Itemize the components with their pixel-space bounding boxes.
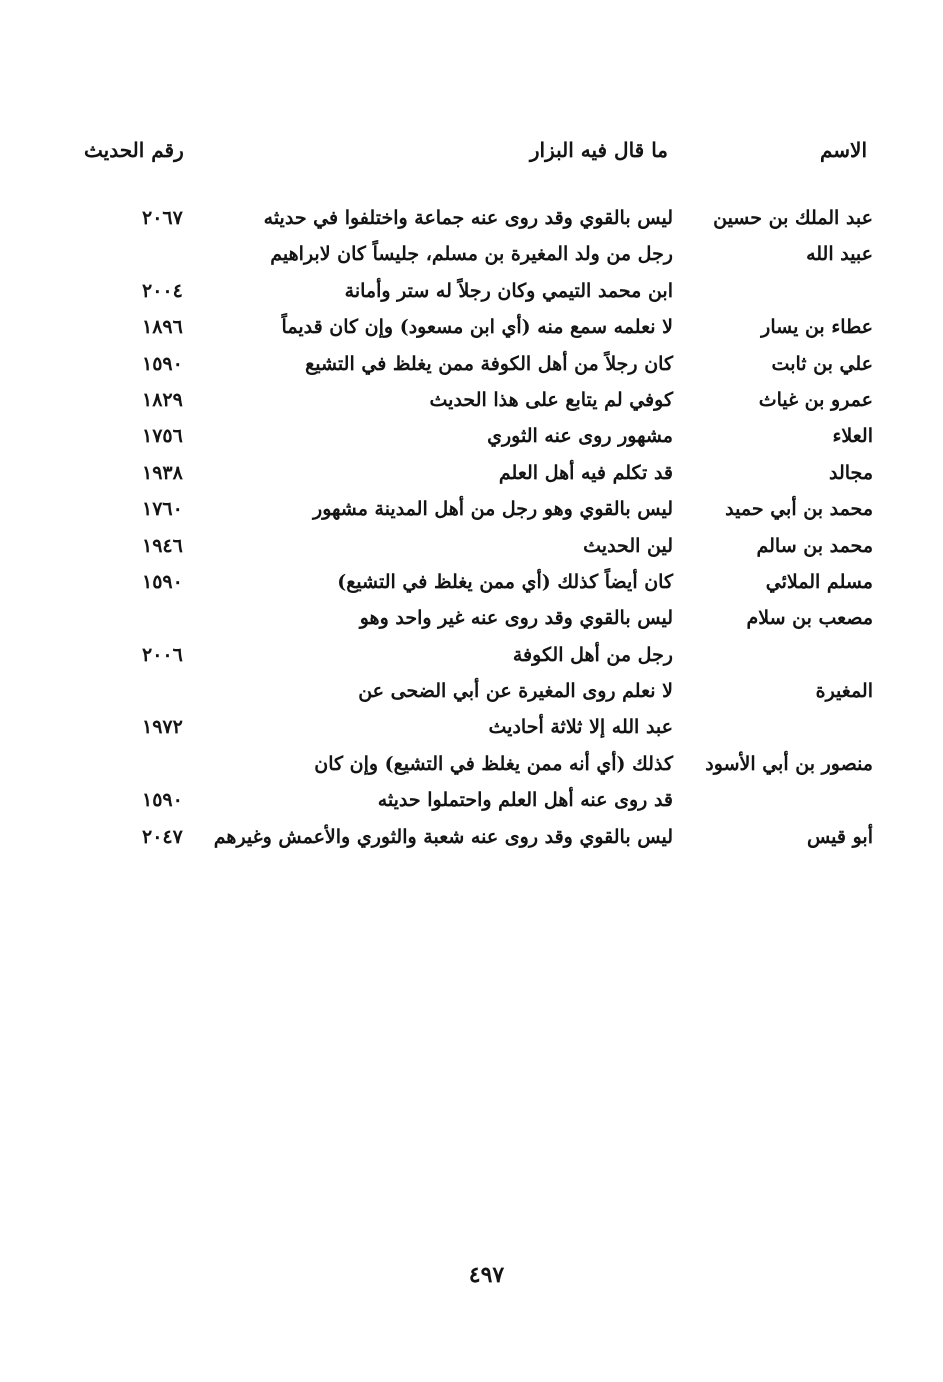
column-header-hadith-number: رقم الحديث (84, 138, 184, 162)
bazzar-remark: عبد الله إلا ثلاثة أحاديث (488, 716, 673, 739)
hadith-number: ١٨٢٩ (142, 388, 183, 411)
bazzar-remark: لين الحديث (583, 534, 673, 557)
bazzar-remark: رجل من أهل الكوفة (512, 643, 673, 666)
table-row (80, 382, 873, 418)
narrator-name: عبد الملك بن حسين (713, 207, 873, 229)
table-row (80, 709, 873, 745)
bazzar-remark: ليس بالقوي وقد روى عنه غير واحد وهو (359, 607, 673, 630)
bazzar-remark: ليس بالقوي وهو رجل من أهل المدينة مشهور (313, 498, 673, 521)
narrator-name: علي بن ثابت (771, 352, 873, 375)
bazzar-remark: ابن محمد التيمي وكان رجلاً له ستر وأمانة (344, 279, 673, 302)
narrator-name: أبو قيس (806, 825, 873, 848)
hadith-number: ١٧٦٠ (142, 498, 183, 521)
bazzar-remark: ليس بالقوي وقد روى عنه جماعة واختلفوا في حديثه (263, 207, 673, 229)
table-row (80, 491, 873, 527)
hadith-number: ١٧٥٦ (142, 425, 183, 448)
bazzar-remark: مشهور روى عنه الثوري (487, 425, 673, 448)
bazzar-remark: كان أيضاً كذلك (أي ممن يغلظ في التشيع) (337, 570, 673, 593)
table-row (80, 346, 873, 382)
hadith-number: ١٩٧٢ (142, 716, 183, 739)
narrator-name: عطاء بن يسار (761, 316, 873, 339)
narrator-name: محمد بن سالم (756, 534, 873, 557)
narrator-name: العلاء (832, 425, 873, 448)
table-row (80, 637, 873, 673)
hadith-number: ٢٠٤٧ (142, 825, 183, 848)
narrators-table (80, 200, 873, 855)
hadith-number: ١٥٩٠ (142, 352, 183, 375)
table-row (80, 528, 873, 564)
narrator-name: عمرو بن غياث (758, 388, 873, 411)
table-row (80, 418, 873, 454)
page-number: ٤٩٧ (468, 1262, 505, 1288)
hadith-number: ٢٠٠٦ (142, 643, 183, 666)
narrator-name: المغيرة (815, 680, 873, 703)
bazzar-remark: ليس بالقوي وقد روى عنه شعبة والثوري والأعمش وغيرهم (213, 825, 673, 848)
bazzar-remark: لا نعلمه سمع منه (أي ابن مسعود) وإن كان قديماً (281, 316, 673, 339)
narrator-name: منصور بن أبي الأسود (705, 752, 873, 775)
table-row (80, 455, 873, 491)
bazzar-remark: قد تكلم فيه أهل العلم (498, 461, 673, 484)
hadith-number: ٢٠٦٧ (142, 207, 183, 229)
narrator-name: مسلم الملائي (765, 570, 873, 593)
hadith-number: ٢٠٠٤ (142, 279, 183, 302)
bazzar-remark: كان رجلاً من أهل الكوفة ممن يغلظ في التشيع (305, 352, 673, 375)
bazzar-remark: رجل من ولد المغيرة بن مسلم، جليساً كان لابراهيم (270, 243, 673, 266)
table-row (80, 273, 873, 309)
hadith-number: ١٩٣٨ (142, 461, 183, 484)
table-row (80, 200, 873, 236)
column-header-name: الاسم (819, 138, 867, 162)
bazzar-remark: قد روى عنه أهل العلم واحتملوا حديثه (377, 789, 673, 812)
hadith-number: ١٩٤٦ (142, 534, 183, 557)
narrator-name: مجالد (829, 461, 873, 484)
table-row (80, 819, 873, 855)
table-row (80, 782, 873, 818)
table-row (80, 236, 873, 272)
table-row (80, 746, 873, 782)
hadith-number: ١٨٩٦ (142, 316, 183, 339)
table-row (80, 600, 873, 636)
bazzar-remark: لا نعلم روى المغيرة عن أبي الضحى عن (358, 680, 673, 703)
column-header-said: ما قال فيه البزار (529, 138, 668, 162)
narrator-name: محمد بن أبي حميد (725, 498, 873, 521)
hadith-number: ١٥٩٠ (142, 570, 183, 593)
bazzar-remark: كذلك (أي أنه ممن يغلظ في التشيع) وإن كان (314, 752, 673, 775)
bazzar-remark: كوفي لم يتابع على هذا الحديث (429, 388, 673, 411)
narrator-name: مصعب بن سلام (746, 607, 873, 630)
table-row (80, 309, 873, 345)
table-row (80, 673, 873, 709)
hadith-number: ١٥٩٠ (142, 789, 183, 812)
narrator-name: عبيد الله (806, 243, 873, 266)
table-row (80, 564, 873, 600)
